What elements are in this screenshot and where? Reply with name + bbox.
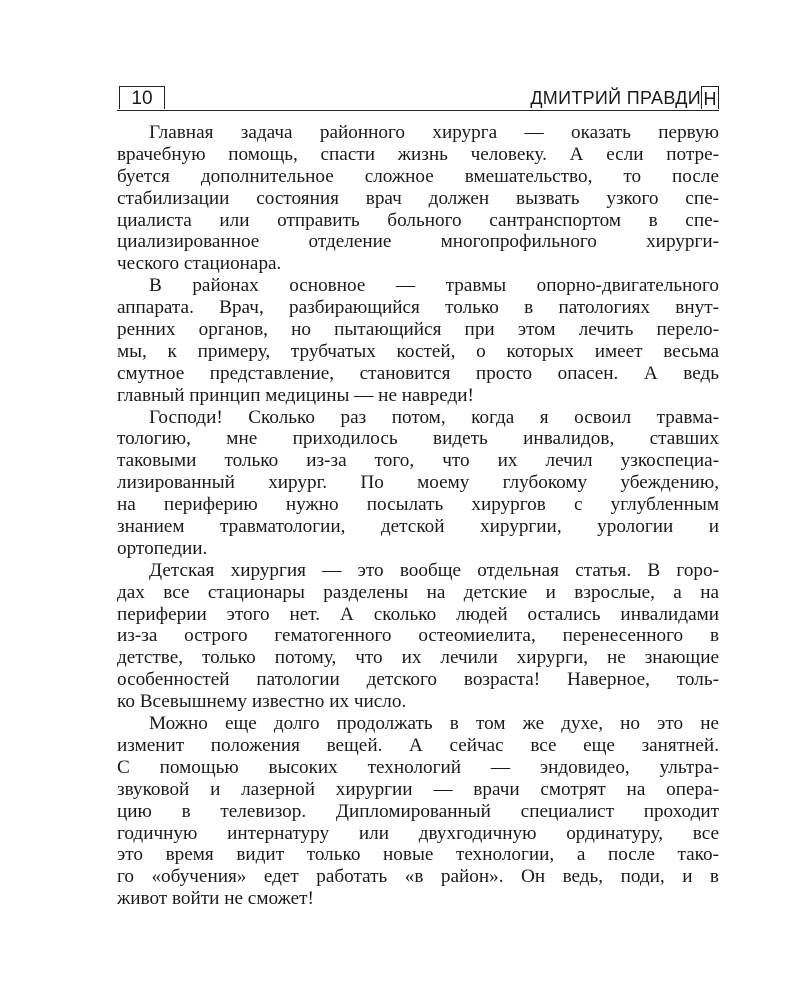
text-line: Детская хирургия — это вообще отдельная статья. В горо- bbox=[149, 559, 719, 581]
text-line: циалиста или отправить больного сантранспортом в спе- bbox=[117, 209, 719, 231]
text-line: цию в телевизор. Дипломированный специалист проходит bbox=[117, 800, 719, 822]
text-line: изменит положения вещей. А сейчас все еще занятней. bbox=[117, 734, 719, 756]
running-head: ДМИТРИЙ ПРАВДИ bbox=[530, 88, 701, 108]
body-text bbox=[117, 122, 719, 910]
text-line: Господи! Сколько раз потом, когда я освоил травма- bbox=[149, 406, 719, 428]
text-line: дах все стационары разделены на детские и взрослые, а на bbox=[117, 581, 719, 603]
text-line: ко Всевышнему известно их число. bbox=[117, 691, 407, 713]
text-line: на периферию нужно посылать хирургов с углубленным bbox=[117, 494, 719, 516]
text-line: из-за острого гематогенного остеомиелита, перенесенного в bbox=[117, 625, 719, 647]
text-line: детстве, только потому, что их лечили хирурги, не знающие bbox=[117, 647, 719, 669]
text-line: мы, к примеру, трубчатых костей, о которых имеет весьма bbox=[117, 340, 719, 362]
text-line: буется дополнительное сложное вмешательство, то после bbox=[117, 165, 719, 187]
text-line: главный принцип медицины — не навреди! bbox=[117, 384, 474, 406]
text-line: го «обучения» едет работать «в район». Он ведь, поди, и в bbox=[117, 866, 719, 888]
text-line: аппарата. Врач, разбирающийся только в патологиях внут- bbox=[117, 297, 719, 319]
paragraph bbox=[117, 407, 719, 560]
text-line: тологию, мне приходилось видеть инвалидов, ставших bbox=[117, 428, 719, 450]
text-line: особенностей патологии детского возраста! Наверное, толь- bbox=[117, 669, 719, 691]
text-line: ренних органов, но пытающийся при этом лечить перело- bbox=[117, 319, 719, 341]
text-line: ортопедии. bbox=[117, 537, 208, 559]
text-line: годичную интернатуру или двухгодичную ординатуру, все bbox=[117, 822, 719, 844]
text-line: знанием травматологии, детской хирургии, урологии и bbox=[117, 516, 719, 538]
running-head-end-letter: Н bbox=[701, 86, 719, 109]
text-line: стабилизации состояния врач должен вызвать узкого спе- bbox=[117, 187, 719, 209]
paragraph bbox=[117, 275, 719, 406]
paragraph bbox=[117, 713, 719, 910]
text-line: В районах основное — травмы опорно-двигательного bbox=[149, 275, 719, 297]
paragraph bbox=[117, 560, 719, 713]
page-header bbox=[117, 86, 719, 111]
page-number: 10 bbox=[119, 86, 165, 109]
text-line: врачебную помощь, спасти жизнь человеку. А если потре- bbox=[117, 143, 719, 165]
text-line: лизированный хирург. По моему глубокому убеждению, bbox=[117, 472, 719, 494]
text-line: С помощью высоких технологий — эндовидео, ультра- bbox=[117, 756, 719, 778]
paragraph bbox=[117, 122, 719, 275]
text-line: ческого стационара. bbox=[117, 253, 282, 275]
text-line: Можно еще долго продолжать в том же духе, но это не bbox=[149, 713, 719, 735]
text-line: циализированное отделение многопрофильного хирурги- bbox=[117, 231, 719, 253]
text-line: звуковой и лазерной хирургии — врачи смотрят на опера- bbox=[117, 778, 719, 800]
text-line: Главная задача районного хирурга — оказать первую bbox=[149, 122, 719, 143]
text-line: периферии этого нет. А сколько людей остались инвалидами bbox=[117, 603, 719, 625]
text-line: таковыми только из-за того, что их лечил узкоспециа- bbox=[117, 450, 719, 472]
text-line: смутное представление, становится просто опасен. А ведь bbox=[117, 362, 719, 384]
text-line: это время видит только новые технологии, а после тако- bbox=[117, 844, 719, 866]
text-line: живот войти не сможет! bbox=[117, 888, 314, 910]
